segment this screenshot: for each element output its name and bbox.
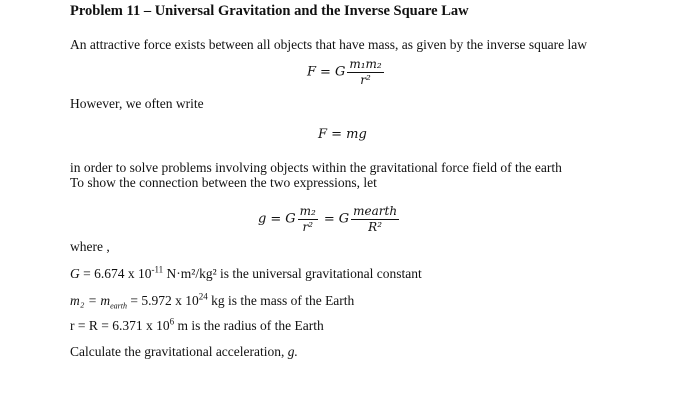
intro-text: An attractive force exists between all objects that have mass, as given by the inverse square law (70, 37, 587, 52)
eq3-const1: G (285, 211, 296, 227)
m-earth-symbol: = m (87, 293, 111, 308)
m-units: kg (211, 293, 225, 308)
g-definition-equation: g = G $\frac{\text{m₂}}{\text{r²}}$ = G $\frac{\text{mearth}}{\text{R²}}$ (258, 204, 398, 234)
connection-text: To show the connection between the two expressions, let (70, 175, 377, 190)
eq1-const: G (334, 64, 346, 80)
r-units: m (177, 318, 188, 333)
eq3-lhs: g (258, 211, 267, 227)
g-symbol: G (70, 266, 80, 281)
eq1-numerator: m₁m₂ (349, 57, 382, 71)
calculate-text: Calculate the gravitational acceleration, (70, 344, 285, 359)
in-order-text: in order to solve problems involving objects within the gravitational force field of the earth (70, 160, 562, 175)
r-description: is the radius of the Earth (191, 318, 324, 333)
calculate-line (70, 344, 298, 360)
m-earth-subscript: earth (110, 301, 127, 311)
eq3-denominator1: r² (302, 219, 313, 234)
radius-earth-line (70, 318, 324, 334)
eq3-numerator2: mearth (353, 204, 398, 218)
eq1-lhs: F (307, 64, 317, 80)
eq3-numerator1: m₂ (299, 204, 316, 218)
g-value: = 6.674 x 10 (83, 266, 152, 281)
m-description: is the mass of the Earth (227, 293, 355, 308)
eq3-fraction2 (351, 205, 399, 233)
m-exponent: 24 (198, 291, 208, 302)
eq3-fraction1 (298, 205, 318, 233)
mass-earth-line (70, 293, 354, 309)
however-text: However, we often write (70, 96, 204, 111)
m2-symbol: m₂ (70, 293, 85, 308)
g-units: N·m²/kg² (166, 266, 217, 281)
g-exponent: -11 (151, 264, 164, 275)
weight-equation: F = mg (318, 127, 367, 142)
g-description: is the universal gravitational constant (220, 266, 422, 281)
gravitational-constant-line (70, 266, 422, 282)
r-exponent: 6 (169, 316, 175, 327)
eq3-const2: G (338, 211, 350, 227)
where-text: where , (70, 239, 110, 254)
m-value: = 5.972 x 10 (130, 293, 199, 308)
eq1-fraction (347, 58, 383, 86)
problem-title: Problem 11 – Universal Gravitation and the Inverse Square Law (70, 3, 469, 19)
r-value: r = R = 6.371 x 10 (70, 318, 170, 333)
eq3-denominator2: R² (368, 219, 383, 234)
calculate-variable: g. (287, 344, 298, 359)
eq1-denominator: r² (360, 72, 371, 87)
inverse-square-equation: F = G $\frac{\text{m₁m₂}}{\text{r²}}$ (307, 57, 382, 87)
